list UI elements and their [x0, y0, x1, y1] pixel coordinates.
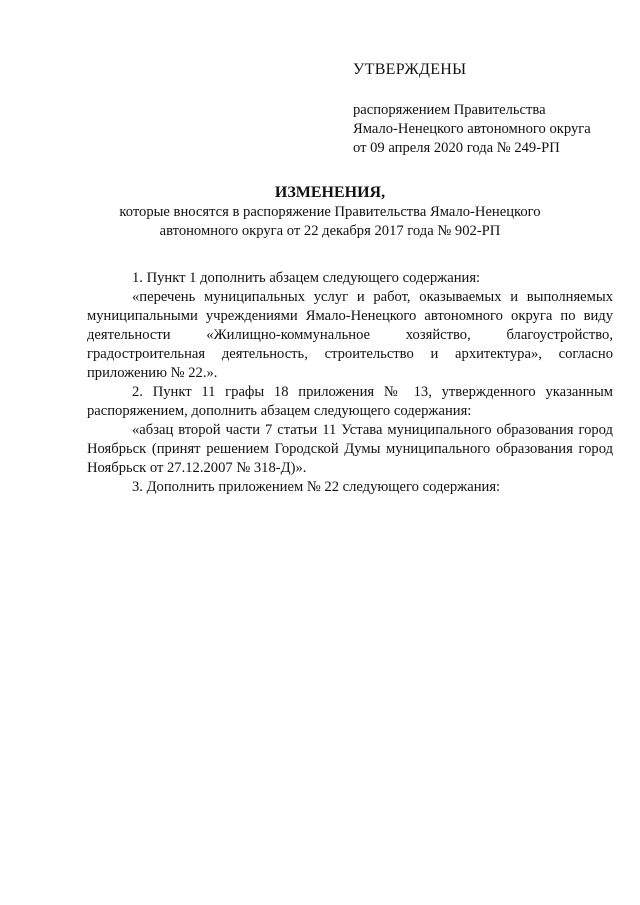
paragraph-quote-2: «абзац второй части 7 статьи 11 Устава муниципального образования город Ноябрьск (принят решением Городской Думы муниципального образования город Ноябрьск от 27.12.2007 № 318-Д)».	[87, 422, 613, 476]
approval-line: Ямало-Ненецкого автономного округа	[353, 121, 591, 137]
approval-line: от 09 апреля 2020 года № 249-РП	[353, 140, 560, 156]
approval-block	[353, 60, 613, 158]
paragraph-quote-1: «перечень муниципальных услуг и работ, оказываемых и выполняемых муниципальными учреждениями Ямало-Ненецкого автономного округа по виду деятельности «Жилищно-коммунальное хозяйство, благоустройство, градостроительная деятельность, строительство и архитектура», согласно приложению № 22.».	[87, 289, 613, 381]
document-body	[87, 269, 613, 497]
paragraph-item-3: 3. Дополнить приложением № 22 следующего содержания:	[132, 479, 501, 495]
document-heading	[100, 183, 560, 241]
heading-title: ИЗМЕНЕНИЯ,	[274, 184, 386, 201]
paragraph-item-1: 1. Пункт 1 дополнить абзацем следующего содержания:	[132, 270, 481, 286]
heading-subtitle-line: автономного округа от 22 декабря 2017 года № 902-РП	[159, 223, 501, 239]
approval-line: распоряжением Правительства	[353, 102, 546, 118]
heading-subtitle-line: которые вносятся в распоряжение Правительства Ямало-Ненецкого	[119, 204, 541, 220]
approval-title: УТВЕРЖДЕНЫ	[353, 61, 467, 78]
paragraph-item-2: 2. Пункт 11 графы 18 приложения № 13, утвержденного указанным распоряжением, дополнить абзацем следующего содержания:	[87, 384, 613, 419]
